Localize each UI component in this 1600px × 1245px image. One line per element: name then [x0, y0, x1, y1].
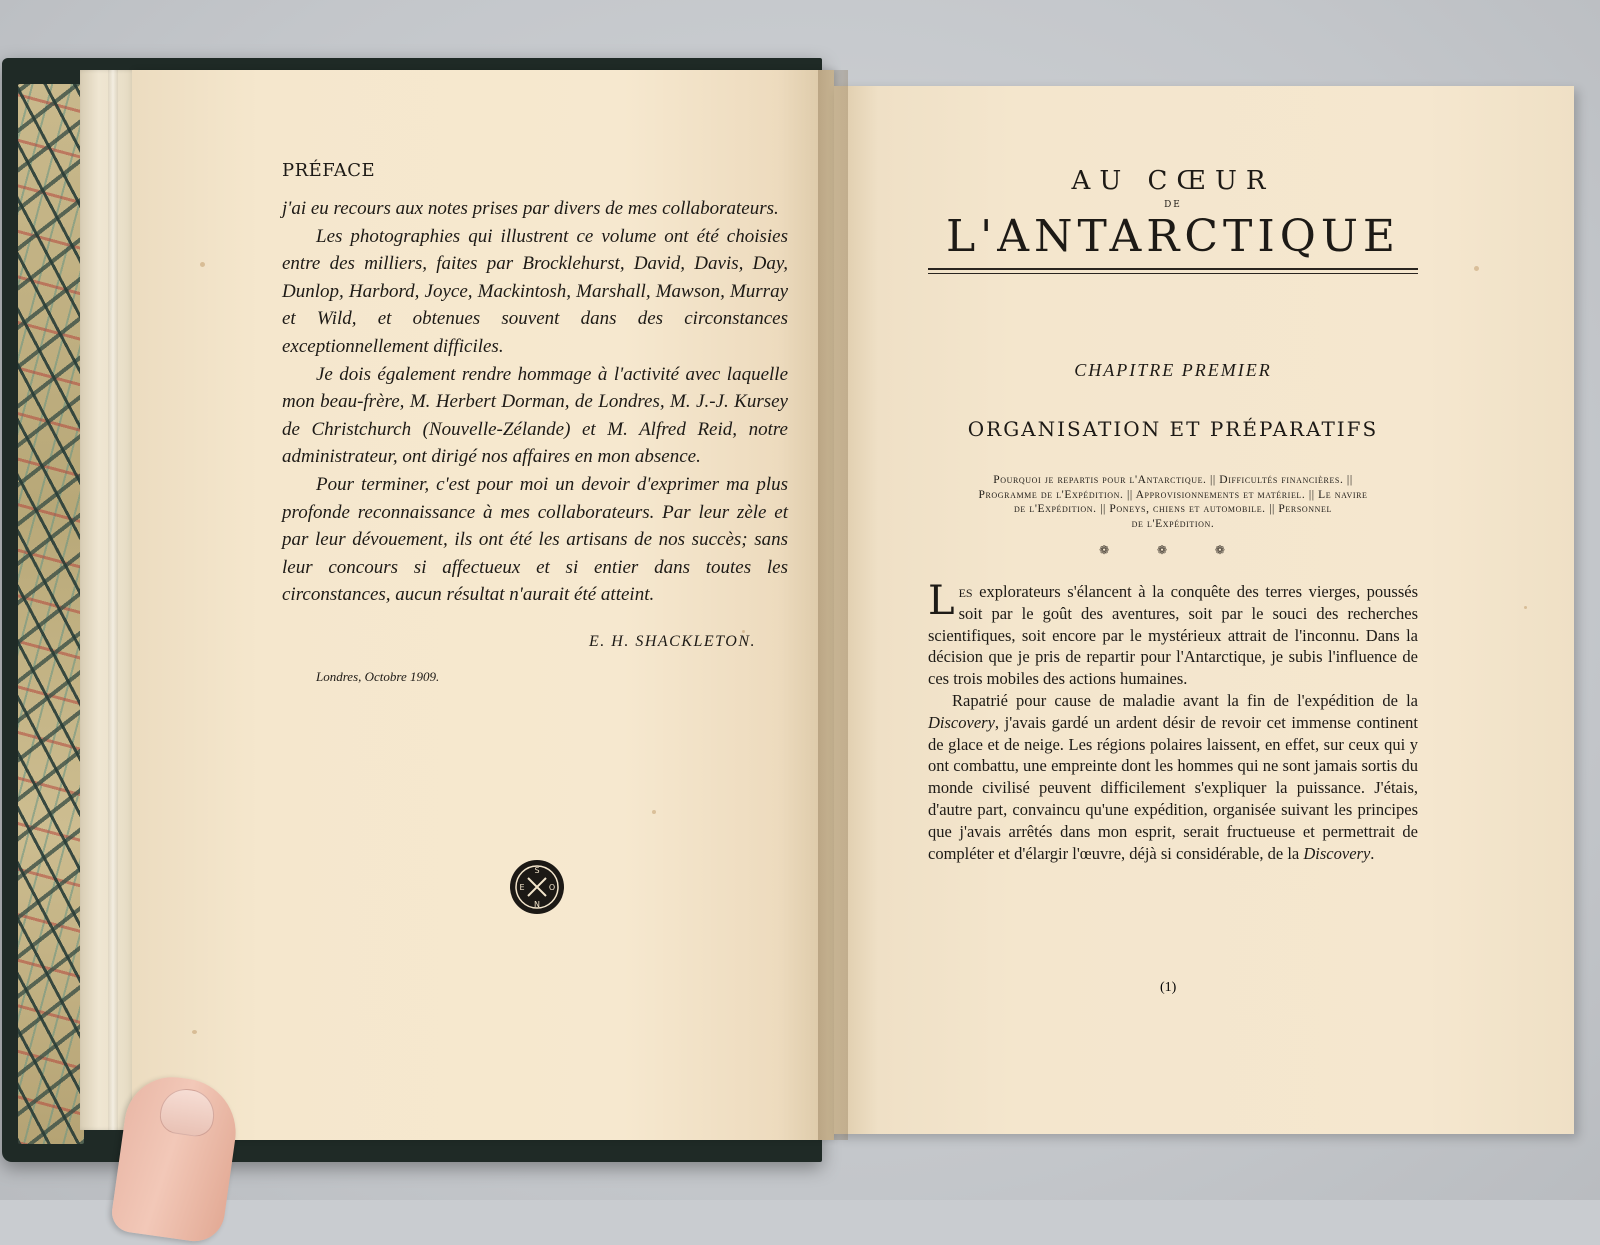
marbled-endpaper — [18, 84, 84, 1144]
emblem-letter-o: O — [548, 883, 556, 892]
page-number: (1) — [1160, 980, 1177, 995]
chapter-paragraph — [928, 578, 1418, 690]
summary-line: Programme de l'Expédition. || Approvisionnements et matériel. || Le navire — [978, 488, 1368, 501]
preface-paragraph: j'ai eu recours aux notes prises par divers de mes collaborateurs. — [282, 198, 779, 219]
summary-line: de l'Expédition. || Poneys, chiens et automobile. || Personnel — [1014, 503, 1332, 515]
dateline: Londres, Octobre 1909. — [316, 668, 440, 684]
chapter-label: CHAPITRE PREMIER — [1074, 360, 1272, 380]
compass-emblem-icon — [508, 858, 566, 916]
chapter-paragraph — [928, 690, 1418, 864]
title-rule — [928, 268, 1418, 270]
ship-name: Discovery — [1303, 843, 1371, 863]
right-page-text — [928, 166, 1418, 864]
chapter-title: ORGANISATION ET PRÉPARATIFS — [967, 417, 1379, 441]
foxing-spot — [192, 1030, 197, 1034]
chapter-body — [928, 578, 1418, 864]
author-signature: E. H. SHACKLETON. — [588, 632, 756, 650]
emblem-letter-s: S — [534, 866, 540, 875]
book-title-line-2: L'ANTARCTIQUE — [945, 211, 1401, 262]
paragraph-text: . — [1370, 843, 1375, 863]
foxing-spot — [652, 810, 656, 814]
summary-line: de l'Expédition. — [1131, 517, 1215, 530]
paragraph-text: , j'avais gardé un ardent désir de revoir cet immense continent de glace et de neige. Les régions polaires laissent, en effet, sur ceux qui y ont combattu, une empreinte dont les hommes qui ne sont jamais sortis du monde civilisé peuvent difficilement s'expliquer la puissance. J'étais, d'autre part, convaincu qu'une expédition, organisée suivant les principes que j'avais arrêtés dans mon esprit, serait fructueuse et permettrait de compléter et d'élargir l'œuvre, déjà si considérable, de la — [928, 712, 1418, 863]
paragraph-text: Rapatrié pour cause de maladie avant la fin de l'expédition de la — [952, 690, 1418, 710]
running-head: PRÉFACE — [282, 160, 376, 181]
foxing-spot — [1474, 266, 1479, 271]
drop-cap-continuation: es — [958, 582, 973, 601]
paragraph-text: explorateurs s'élancent à la conquête des terres vierges, poussés soit par le goût des aventures, soit par le souci des recherches scientifiques, soit encore par le mystérieux attrait de l'inconnu. Dans la décision que je pris de repartir pour l'Antarctique, je subis l'influence de ces trois mobiles des actions humaines. — [928, 582, 1418, 689]
preface-paragraph: Je dois également rendre hommage à l'activité avec laquelle mon beau-frère, M. Herbert Dorman, de Londres, M. J.-J. Kursey de Christchurch (Nouvelle-Zélande) et M. Alfred Reid, notre administrateur, ont dirigé nos affaires en mon absence. — [282, 363, 788, 468]
book-gutter — [818, 70, 848, 1140]
preface-paragraph: Pour terminer, c'est pour moi un devoir d'exprimer ma plus profonde reconnaissance à mes collaborateurs. Par leur zèle et par leur dévouement, ils ont été les artisans de nos succès; sans leur concours si affectueux et si entier dans toutes les circonstances, aucun résultat n'aurait été atteint. — [282, 473, 788, 606]
foxing-spot — [1524, 606, 1527, 609]
emblem-letter-n: N — [534, 900, 540, 909]
foxing-spot — [200, 262, 205, 267]
emblem-letter-e: E — [519, 883, 525, 892]
summary-line: Pourquoi je repartis pour l'Antarctique. || Difficultés financières. || — [993, 474, 1353, 486]
chapter-summary — [928, 473, 1418, 531]
ornament-icon: ❁ ❁ ❁ — [1099, 543, 1247, 557]
preface-body — [282, 195, 788, 609]
book-title-connector: DE — [1164, 200, 1182, 210]
thumb-nail — [158, 1086, 218, 1139]
title-rule-thin — [928, 273, 1418, 274]
book-title-line-1: AU CŒUR — [1071, 166, 1275, 196]
ship-name: Discovery — [928, 712, 995, 732]
drop-cap: L — [928, 578, 955, 624]
left-page-text — [282, 160, 788, 685]
preface-paragraph: Les photographies qui illustrent ce volume ont été choisies entre des milliers, faites par Brocklehurst, David, Davis, Day, Dunlop, Harbord, Joyce, Mackintosh, Marshall, Mawson, Murray et Wild, et obtenues souvent dans des circonstances exceptionnellement difficiles. — [282, 225, 788, 357]
